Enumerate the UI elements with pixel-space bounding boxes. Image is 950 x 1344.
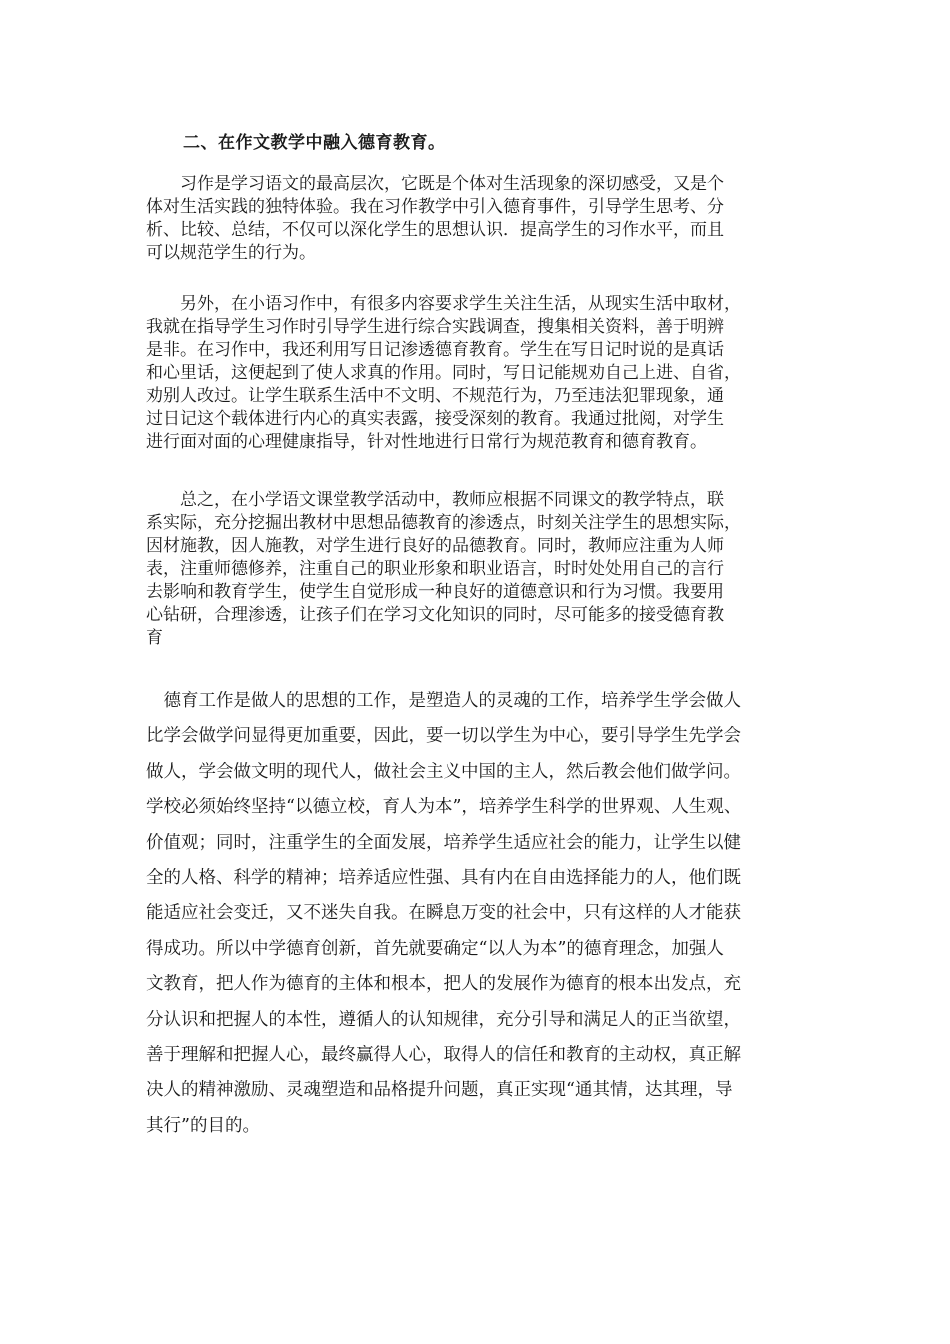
text-line: 价值观；同时，注重学生的全面发展，培养学生适应社会的能力，让学生以健 [146, 832, 741, 853]
text-line: 表，注重师德修养，注重自己的职业形象和职业语言，时时处处用自己的言行 [146, 559, 724, 579]
paragraph-writing-practice [146, 173, 724, 265]
text-line: 进行面对面的心理健康指导，针对性地进行日常行为规范教育和德育教育。 [146, 432, 707, 452]
text-line: 分认识和把握人的本性，遵循人的认知规律，充分引导和满足人的正当欲望， [146, 1009, 741, 1030]
text-line: 做人，学会做文明的现代人，做社会主义中国的主人，然后教会他们做学问。 [146, 761, 741, 782]
text-line: 比学会做学问显得更加重要，因此，要一切以学生为中心，要引导学生先学会 [146, 726, 741, 747]
paragraph-diary-writing [146, 293, 741, 454]
text-line: 另外，在小语习作中，有很多内容要求学生关注生活，从现实生活中取材， [146, 294, 741, 314]
text-line: 去影响和教育学生，使学生自觉形成一种良好的道德意识和行为习惯。我要用 [146, 582, 724, 602]
text-line: 体对生活实践的独特体验。我在习作教学中引入德育事件，引导学生思考、分 [146, 197, 724, 217]
text-line: 全的人格、科学的精神；培养适应性强、具有内在自由选择能力的人，他们既 [146, 867, 741, 888]
text-line: 德育工作是做人的思想的工作，是塑造人的灵魂的工作，培养学生学会做人 [146, 691, 741, 711]
text-line: 文教育，把人作为德育的主体和根本，把人的发展作为德育的根本出发点，充 [146, 974, 741, 995]
text-line: 劝别人改过。让学生联系生活中不文明、不规范行为，乃至违法犯罪现象，通 [146, 386, 724, 406]
text-line: 和心里话，这便起到了使人求真的作用。同时，写日记能规劝自己上进、自省， [146, 363, 741, 383]
text-line: 析、比较、总结，不仅可以深化学生的思想认识．提高学生的习作水平，而且 [146, 220, 724, 240]
text-line: 系实际，充分挖掘出教材中思想品德教育的渗透点，时刻关注学生的思想实际， [146, 513, 741, 533]
paragraph-moral-education [146, 684, 741, 1144]
text-line: 能适应社会变迁，又不迷失自我。在瞬息万变的社会中，只有这样的人才能获 [146, 903, 741, 924]
text-line: 因材施教，因人施教，对学生进行良好的品德教育。同时，教师应注重为人师 [146, 536, 724, 556]
text-line: 得成功。所以中学德育创新，首先就要确定“以人为本”的德育理念，加强人 [146, 938, 724, 959]
text-line: 我就在指导学生习作时引导学生进行综合实践调查，搜集相关资料，善于明辨 [146, 317, 724, 337]
text-line: 其行”的目的。 [146, 1115, 260, 1136]
text-line: 习作是学习语文的最高层次，它既是个体对生活现象的深切感受，又是个 [146, 174, 724, 194]
text-line: 学校必须始终坚持“以德立校，育人为本”，培养学生科学的世界观、人生观、 [146, 797, 742, 818]
text-line: 是非。在习作中，我还利用写日记渗透德育教育。学生在写日记时说的是真话 [146, 340, 724, 360]
text-line: 可以规范学生的行为。 [146, 243, 316, 263]
text-line: 心钻研，合理渗透，让孩子们在学习文化知识的同时，尽可能多的接受德育教 [146, 605, 724, 625]
text-line: 善于理解和把握人心，最终赢得人心，取得人的信任和教育的主动权，真正解 [146, 1044, 741, 1065]
text-line: 过日记这个载体进行内心的真实表露，接受深刻的教育。我通过批阅，对学生 [146, 409, 724, 429]
section-heading: 二、在作文教学中融入德育教育。 [183, 133, 446, 153]
paragraph-conclusion [146, 489, 741, 650]
text-line: 总之，在小学语文课堂教学活动中，教师应根据不同课文的教学特点，联 [146, 490, 724, 510]
text-line: 育 [146, 628, 163, 648]
text-line: 决人的精神激励、灵魂塑造和品格提升问题，真正实现“通其情，达其理，导 [146, 1080, 733, 1101]
